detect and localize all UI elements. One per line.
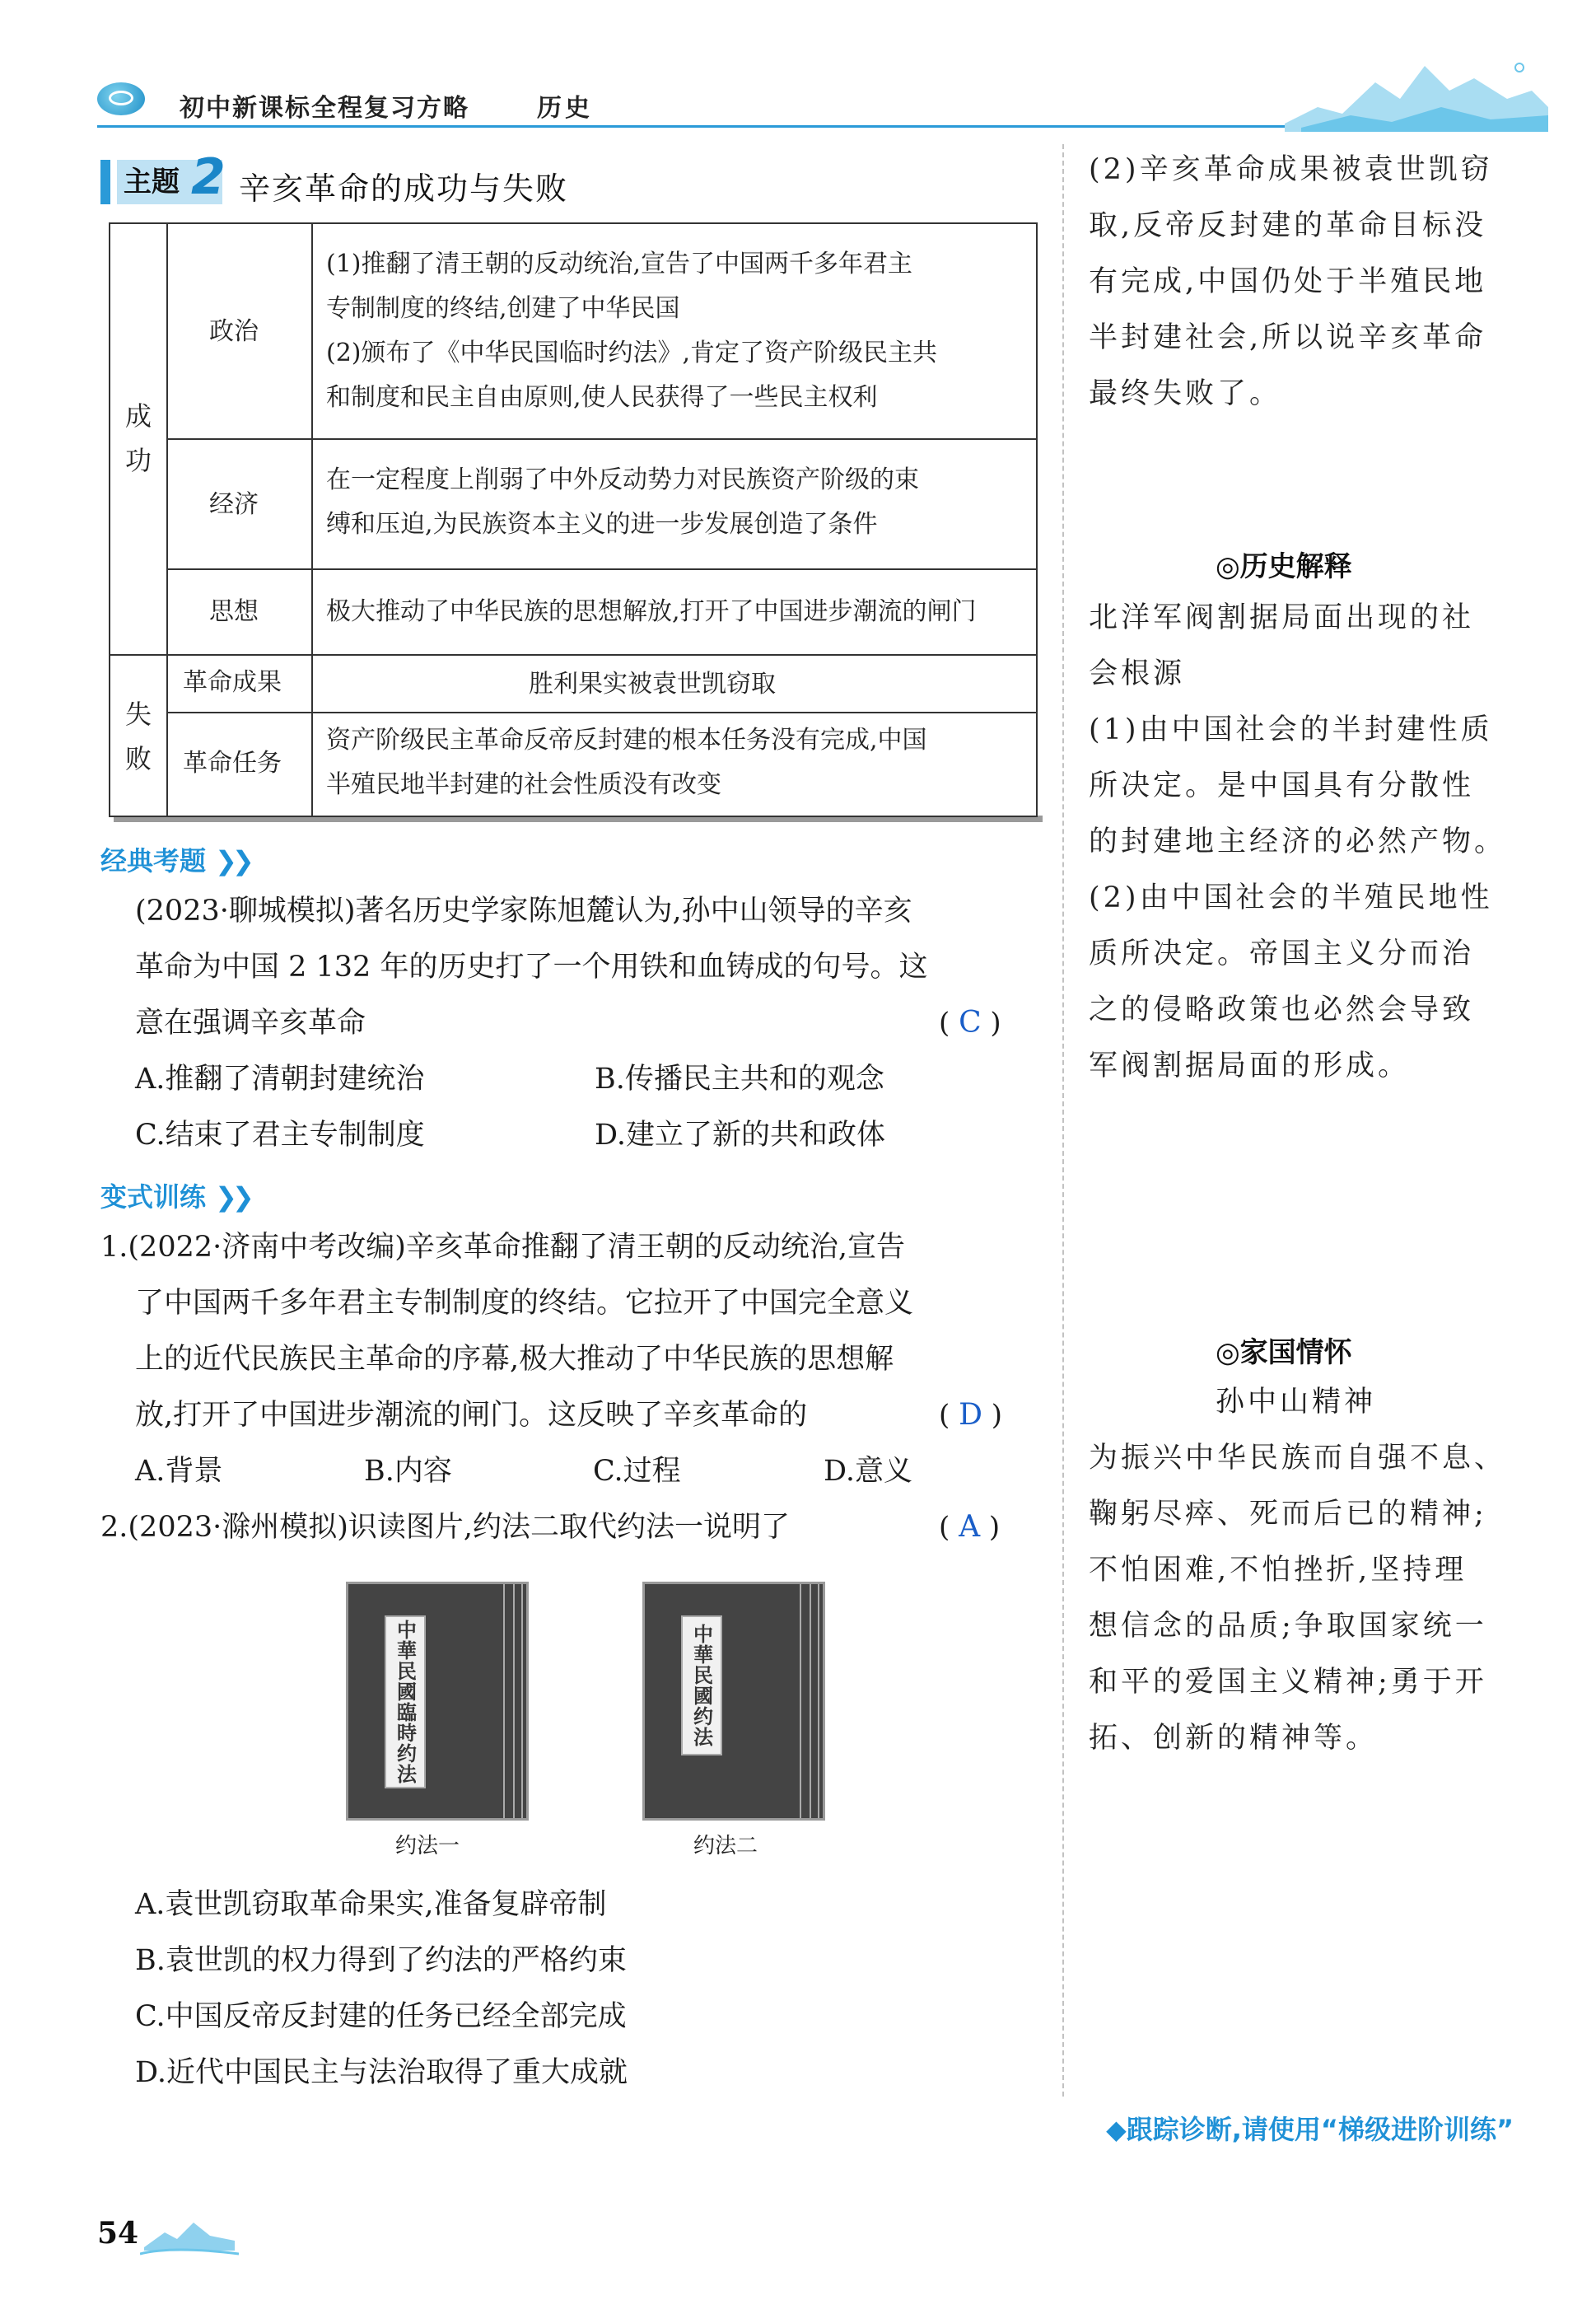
subject-title: 历史 bbox=[537, 94, 593, 123]
patriotism-line-4: 想信念的品质;争取国家统一 bbox=[1089, 1610, 1487, 1643]
q1-option-b: B.内容 bbox=[364, 1455, 452, 1488]
row-politics-line-1: (1)推翻了清王朝的反动统治,宣告了中国两千多年君主 bbox=[326, 250, 913, 278]
footer-wave-icon bbox=[140, 2208, 239, 2257]
footer-tip: ◆跟踪诊断,请使用“梯级进阶训练” bbox=[1106, 2114, 1514, 2145]
book-1-title: 中華民國臨時约法 bbox=[385, 1615, 426, 1788]
sidebar-intro-line-4: 半封建社会,所以说辛亥革命 bbox=[1089, 321, 1487, 354]
row-economy-line-2: 缚和压迫,为民族资本主义的进一步发展创造了条件 bbox=[326, 510, 878, 539]
header-rule bbox=[97, 125, 1308, 128]
classic-heading: 经典考题 ❯❯ bbox=[100, 845, 250, 877]
patriotism-line-5: 和平的爱国主义精神;勇于开 bbox=[1089, 1666, 1487, 1699]
history-line-9: 军阀割据局面的形成。 bbox=[1089, 1049, 1411, 1082]
history-line-1: 北洋军阀割据局面出现的社 bbox=[1089, 601, 1475, 634]
classic-option-c: C.结束了君主专制制度 bbox=[135, 1119, 425, 1152]
row-label-task: 革命任务 bbox=[183, 749, 282, 778]
row-label-thought: 思想 bbox=[209, 597, 259, 626]
history-line-4: 所决定。是中国具有分散性 bbox=[1089, 769, 1475, 802]
q2-option-d: D.近代中国民主与法治取得了重大成就 bbox=[135, 2056, 628, 2089]
patriotism-line-1: 为振兴中华民族而自强不息、 bbox=[1089, 1442, 1507, 1475]
q1-option-d: D.意义 bbox=[824, 1455, 912, 1488]
q1-stem-line-4: 放,打开了中国进步潮流的闸门。这反映了辛亥革命的 bbox=[135, 1399, 808, 1432]
history-line-2: 会根源 bbox=[1089, 657, 1186, 690]
section-accent-bar bbox=[100, 160, 110, 204]
q1-stem-line-3: 上的近代民族民主革命的序幕,极大推动了中华民族的思想解 bbox=[135, 1343, 894, 1376]
mountain-decoration-icon bbox=[1285, 49, 1548, 132]
q2-stem: 2.(2023·滁州模拟)识读图片,约法二取代约法一说明了 bbox=[100, 1511, 791, 1544]
book-title: 初中新课标全程复习方略 bbox=[180, 94, 469, 123]
q2-option-b: B.袁世凯的权力得到了约法的严格约束 bbox=[135, 1944, 627, 1977]
q1-stem-line-2: 了中国两千多年君主专制制度的终结。它拉开了中国完全意义 bbox=[135, 1287, 914, 1320]
patriotism-subheading: 孙中山精神 bbox=[1216, 1386, 1377, 1419]
section-number: 2 bbox=[191, 148, 226, 206]
row-label-result: 革命成果 bbox=[183, 668, 282, 697]
patriotism-line-2: 鞠躬尽瘁、死而后已的精神; bbox=[1089, 1498, 1487, 1531]
figure-caption-1: 约法一 bbox=[395, 1834, 460, 1858]
section-label: 主题 bbox=[117, 160, 222, 204]
category-success: 成功 bbox=[124, 400, 152, 476]
book-2-title: 中華民國约法 bbox=[681, 1615, 722, 1755]
q2-option-a: A.袁世凯窃取革命果实,准备复辟帝制 bbox=[135, 1888, 607, 1921]
section-title: 辛亥革命的成功与失败 bbox=[239, 171, 569, 207]
q2-option-c: C.中国反帝反封建的任务已经全部完成 bbox=[135, 2000, 627, 2033]
row-task-line-2: 半殖民地半封建的社会性质没有改变 bbox=[326, 770, 721, 799]
patriotism-line-6: 拓、创新的精神等。 bbox=[1089, 1722, 1379, 1755]
history-line-8: 之的侵略政策也必然会导致 bbox=[1089, 993, 1475, 1026]
classic-answer: C bbox=[959, 1006, 982, 1040]
category-failure: 失败 bbox=[124, 699, 152, 774]
sidebar-intro-line-3: 有完成,中国仍处于半殖民地 bbox=[1089, 265, 1487, 298]
column-divider bbox=[1062, 144, 1064, 2097]
classic-stem-line-1: (2023·聊城模拟)著名历史学家陈旭麓认为,孙中山领导的辛亥 bbox=[135, 895, 912, 928]
classic-option-d: D.建立了新的共和政体 bbox=[595, 1119, 885, 1152]
page-number: 54 bbox=[97, 2216, 139, 2251]
variant-heading: 变式训练 ❯❯ bbox=[100, 1181, 250, 1213]
q1-answer: D bbox=[959, 1398, 982, 1432]
figure-book-2 bbox=[642, 1582, 825, 1821]
q1-stem-line-1: 1.(2022·济南中考改编)辛亥革命推翻了清王朝的反动统治,宣告 bbox=[100, 1231, 906, 1264]
patriotism-line-3: 不怕困难,不怕挫折,坚持理 bbox=[1089, 1554, 1468, 1587]
publisher-logo-icon bbox=[97, 82, 145, 115]
figure-book-1 bbox=[346, 1582, 529, 1821]
classic-option-a: A.推翻了清朝封建统治 bbox=[135, 1063, 425, 1096]
row-politics-line-2: 专制制度的终结,创建了中华民国 bbox=[326, 294, 680, 323]
sidebar-intro-line-1: (2)辛亥革命成果被袁世凯窃 bbox=[1089, 153, 1493, 186]
classic-stem-line-2: 革命为中国 2 132 年的历史打了一个用铁和血铸成的句号。这 bbox=[135, 951, 928, 984]
history-line-5: 的封建地主经济的必然产物。 bbox=[1089, 825, 1507, 858]
sidebar-intro-line-5: 最终失败了。 bbox=[1089, 377, 1282, 410]
sidebar-intro-line-2: 取,反帝反封建的革命目标没 bbox=[1089, 209, 1487, 242]
figure-caption-2: 约法二 bbox=[693, 1834, 758, 1858]
row-label-politics: 政治 bbox=[209, 317, 259, 346]
classic-answer-bracket: ( C ) bbox=[939, 1006, 1001, 1040]
history-line-7: 质所决定。帝国主义分而治 bbox=[1089, 937, 1475, 970]
row-thought-line-1: 极大推动了中华民族的思想解放,打开了中国进步潮流的闸门 bbox=[326, 597, 977, 626]
classic-option-b: B.传播民主共和的观念 bbox=[595, 1063, 884, 1096]
row-politics-line-4: 和制度和民主自由原则,使人民获得了一些民主权利 bbox=[326, 383, 878, 412]
row-label-economy: 经济 bbox=[209, 490, 259, 519]
history-line-6: (2)由中国社会的半殖民地性 bbox=[1089, 881, 1493, 914]
summary-table bbox=[109, 222, 1038, 817]
patriotism-heading: ◎家国情怀 bbox=[1216, 1336, 1352, 1369]
q2-answer-bracket: ( A ) bbox=[939, 1510, 1001, 1544]
history-line-3: (1)由中国社会的半封建性质 bbox=[1089, 713, 1493, 746]
classic-stem-line-3: 意在强调辛亥革命 bbox=[135, 1007, 366, 1040]
q2-answer: A bbox=[959, 1510, 981, 1544]
history-heading: ◎历史解释 bbox=[1216, 550, 1352, 583]
row-politics-line-3: (2)颁布了《中华民国临时约法》,肯定了资产阶级民主共 bbox=[326, 339, 938, 367]
q1-option-a: A.背景 bbox=[135, 1455, 223, 1488]
row-economy-line-1: 在一定程度上削弱了中外反动势力对民族资产阶级的束 bbox=[326, 465, 919, 494]
row-result-line-1: 胜利果实被袁世凯窃取 bbox=[529, 670, 776, 699]
row-task-line-1: 资产阶级民主革命反帝反封建的根本任务没有完成,中国 bbox=[326, 726, 927, 755]
q1-answer-bracket: ( D ) bbox=[939, 1398, 1003, 1432]
q1-option-c: C.过程 bbox=[593, 1455, 681, 1488]
